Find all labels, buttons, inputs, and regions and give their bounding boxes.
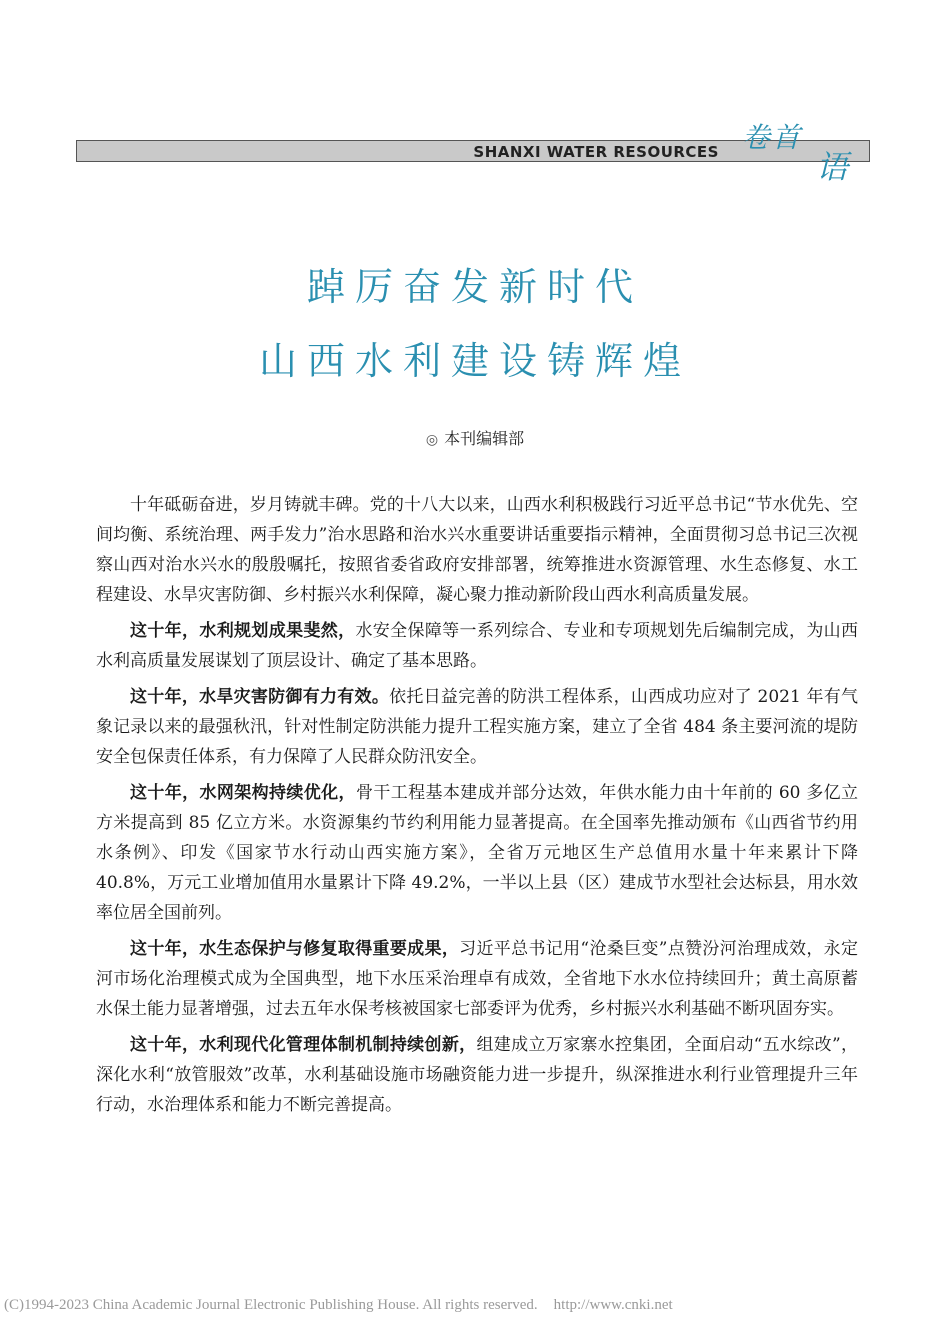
- paragraph-text: 习近平总书记用“沧桑巨变”点赞汾河治理成效，永定河市场化治理模式成为全国典型，地下水压采治理卓有成效，全省地下水水位持续回升；黄土高原蓄水保土能力显著增强，过去五年水保考核被国家七部委评为优秀，乡村振兴水利基础不断巩固夯实。: [96, 939, 858, 1019]
- copyright-footer: [0, 1297, 950, 1314]
- paragraph-lead: 这十年，水利规划成果斐然，: [130, 621, 356, 641]
- paragraph-lead: 这十年，水网架构持续优化，: [130, 783, 356, 803]
- footer-url: http://www.cnki.net: [553, 1297, 673, 1313]
- paragraph-lead: 这十年，水生态保护与修复取得重要成果，: [130, 939, 460, 959]
- paragraph-lead: 这十年，水利现代化管理体制机制持续创新，: [130, 1035, 477, 1055]
- paragraph-text: 组建成立万家寨水控集团，全面启动“五水综改”，深化水利“放管服效”改革，水利基础设施市场融资能力进一步提升，纵深推进水利行业管理提升三年行动，水治理体系和能力不断完善提高。: [96, 1035, 858, 1115]
- author-mark-icon: ◎: [425, 432, 439, 448]
- paragraph: [96, 934, 858, 1024]
- paragraph: [96, 682, 858, 772]
- author-line: [0, 426, 950, 449]
- paragraph-text: 水安全保障等一系列综合、专业和专项规划先后编制完成，为山西水利高质量发展谋划了顶层设计、确定了基本思路。: [96, 621, 859, 671]
- article-title-line2: 山西水利建设铸辉煌: [258, 339, 691, 383]
- column-tag-part2: 语: [816, 148, 849, 186]
- paragraph: [96, 616, 858, 676]
- column-tag: [742, 116, 862, 186]
- article-body: [96, 490, 858, 1126]
- magazine-name: SHANXI WATER RESOURCES: [473, 143, 719, 161]
- paragraph-text: 依托日益完善的防洪工程体系，山西成功应对了 2021 年有气象记录以来的最强秋汛，针对性制定防洪能力提升工程实施方案，建立了全省 484 条主要河流的堤防安全包保责任体系，有力保障了人民群众防汛安全。: [96, 687, 859, 767]
- paragraph: [96, 490, 858, 610]
- paragraph-text: 十年砥砺奋进，岁月铸就丰碑。党的十八大以来，山西水利积极践行习近平总书记“节水优先、空间均衡、系统治理、两手发力”治水思路和治水兴水重要讲话重要指示精神，全面贯彻习总书记三次视察山西对治水兴水的殷殷嘱托，按照省委省政府安排部署，统筹推进水资源管理、水生态修复、水工程建设、水旱灾害防御、乡村振兴水利保障，凝心聚力推动新阶段山西水利高质量发展。: [96, 495, 858, 605]
- column-tag-part1: 卷首: [742, 121, 803, 154]
- paragraph-lead: 这十年，水旱灾害防御有力有效。: [130, 687, 390, 707]
- article-title-line1: 踔厉奋发新时代: [306, 265, 643, 309]
- paragraph: [96, 778, 858, 928]
- paragraph: [96, 1030, 858, 1120]
- copyright-text: (C)1994-2023 China Academic Journal Electronic Publishing House. All rights reserved.: [4, 1297, 538, 1313]
- author-name: 本刊编辑部: [444, 429, 525, 448]
- paragraph-text: 骨干工程基本建成并部分达效，年供水能力由十年前的 60 多亿立方米提高到 85 亿立方米。水资源集约节约利用能力显著提高。在全国率先推动颁布《山西省节约用水条例》、印发《国家节水行动山西实施方案》，全省万元地区生产总值用水量十年来累计下降 40.8%，万元工业增加值用水量累计下降 49.2%，一半以上县（区）建成节水型社会达标县，用水效率位居全国前列。: [96, 783, 859, 923]
